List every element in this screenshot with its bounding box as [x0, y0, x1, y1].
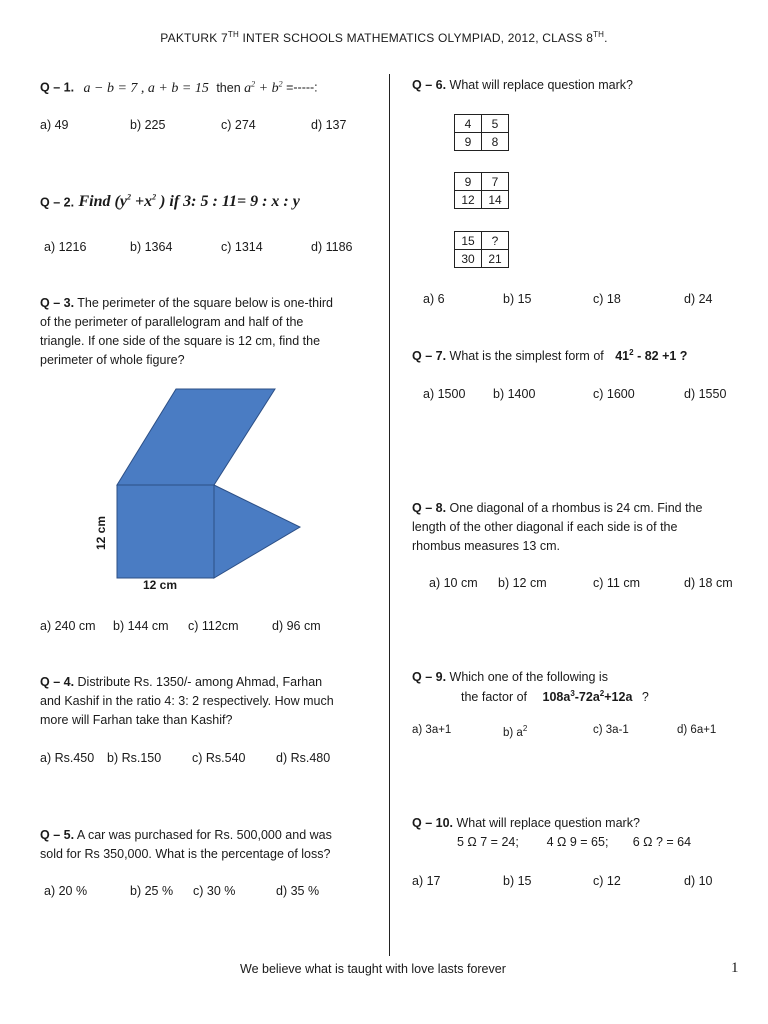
q1-option-b: b) 225 — [130, 118, 166, 132]
grid-cell: 14 — [482, 191, 509, 209]
q6-option-d: d) 24 — [684, 292, 713, 306]
q4-option-b: b) Rs.150 — [107, 751, 162, 765]
q6-grid-2 — [454, 172, 509, 209]
question-5: Q – 5. A car was purchased for Rs. 500,000 and was sold for Rs 350,000. What is the percentage of loss? — [40, 828, 332, 861]
q8-option-d: d) 18 cm — [684, 576, 733, 590]
q4-option-a: a) Rs.450 — [40, 751, 95, 765]
q10-equations: 5 Ω 7 = 24; 4 Ω 9 = 65; 6 Ω ? = 64 — [457, 835, 692, 849]
q3-option-b: b) 144 cm — [113, 619, 169, 633]
question-9-line2: the factor of $108a^3-72a^2+12a$ ? — [461, 689, 649, 705]
q3-option-d: d) 96 cm — [272, 619, 321, 633]
q9-option-c: c) 3a-1 — [593, 724, 629, 736]
q8-option-c: c) 11 cm — [593, 576, 640, 590]
q10-option-d: d) 10 — [684, 874, 713, 888]
q7-option-b: b) 1400 — [493, 387, 536, 401]
q3-bottom-label: 12 cm — [143, 578, 178, 592]
footer-motto: We believe what is taught with love lasts forever — [240, 962, 506, 976]
grid-cell: 9 — [455, 173, 482, 191]
q6-option-a: a) 6 — [423, 292, 445, 306]
question-6: Q – 6. What will replace question mark? — [412, 78, 633, 92]
q3-option-a: a) 240 cm — [40, 619, 96, 633]
question-2: Q – 2. Find ($y^2 +x^2$ ) if 3: 5 : 11= 9 : x : y — [40, 193, 300, 211]
q6-grid-1 — [454, 114, 509, 151]
q1-option-d: d) 137 — [311, 118, 347, 132]
q9-expression: $108a^3-72a^2+12a$ — [542, 689, 633, 705]
q8-option-a: a) 10 cm — [429, 576, 478, 590]
grid-cell: 4 — [455, 115, 482, 133]
q10-option-a: a) 17 — [412, 874, 441, 888]
q5-option-d: d) 35 % — [276, 884, 320, 898]
grid-cell: 12 — [455, 191, 482, 209]
q9-option-a: a) 3a+1 — [412, 724, 452, 736]
q6-option-b: b) 15 — [503, 292, 532, 306]
square-shape — [117, 485, 214, 578]
column-divider — [389, 74, 390, 956]
question-3: Q – 3. The perimeter of the square below is one-third of the perimeter of parallelogram and half of the triangle. If one side of the square is 12 cm, find the perimeter of whole figure? — [40, 296, 333, 367]
question-8: Q – 8. One diagonal of a rhombus is 24 cm. Find the length of the other diagonal if each side is of the rhombus measures 13 cm. — [412, 501, 703, 553]
q6-grid-3 — [454, 231, 509, 268]
q10-option-c: c) 12 — [593, 874, 621, 888]
question-1: Q – 1. a − b = 7 , a + b = 15 then $a^2 + b^2$ =-----: — [40, 79, 318, 96]
q3-side-label: 12 cm — [94, 515, 108, 550]
q3-figure — [92, 385, 312, 595]
q2-option-c: c) 1314 — [221, 240, 263, 254]
q9-option-d: d) 6a+1 — [677, 724, 717, 736]
q6-option-c: c) 18 — [593, 292, 621, 306]
q7-option-d: d) 1550 — [684, 387, 727, 401]
grid-cell: 15 — [455, 232, 482, 250]
page-number: 1 — [731, 960, 739, 976]
grid-cell: 7 — [482, 173, 509, 191]
q5-option-a: a) 20 % — [44, 884, 88, 898]
grid-cell: 21 — [482, 250, 509, 268]
q2-option-d: d) 1186 — [311, 240, 353, 254]
question-9: Q – 9. Which one of the following is — [412, 670, 608, 684]
q4-option-d: d) Rs.480 — [276, 751, 331, 765]
q2-option-b: b) 1364 — [130, 240, 173, 254]
q3-option-c: c) 112cm — [188, 619, 239, 633]
q1-option-a: a) 49 — [40, 118, 69, 132]
q4-option-c: c) Rs.540 — [192, 751, 246, 765]
page-title: PAKTURK 7TH INTER SCHOOLS MATHEMATICS OLYMPIAD, 2012, CLASS 8TH. — [160, 30, 608, 45]
grid-cell: ? — [482, 232, 509, 250]
q10-option-b: b) 15 — [503, 874, 532, 888]
q7-option-a: a) 1500 — [423, 387, 466, 401]
grid-cell: 5 — [482, 115, 509, 133]
q5-option-b: b) 25 % — [130, 884, 174, 898]
grid-cell: 30 — [455, 250, 482, 268]
q2-option-a: a) 1216 — [44, 240, 87, 254]
q5-option-c: c) 30 % — [193, 884, 236, 898]
question-7: Q – 7. What is the simplest form of $41^2 - 82 +1$ ? — [412, 348, 688, 364]
question-4: Q – 4. Distribute Rs. 1350/- among Ahmad, Farhan and Kashif in the ratio 4: 3: 2 respectively. How much more will Farhan take than Kashif? — [40, 675, 334, 727]
q8-option-b: b) 12 cm — [498, 576, 547, 590]
question-10: Q – 10. What will replace question mark? — [412, 816, 640, 830]
q7-option-c: c) 1600 — [593, 387, 635, 401]
q9-option-b: b) $a^2$ — [503, 724, 528, 739]
triangle-shape — [214, 485, 300, 578]
parallelogram-shape — [117, 389, 275, 485]
grid-cell: 9 — [455, 133, 482, 151]
q1-option-c: c) 274 — [221, 118, 256, 132]
grid-cell: 8 — [482, 133, 509, 151]
